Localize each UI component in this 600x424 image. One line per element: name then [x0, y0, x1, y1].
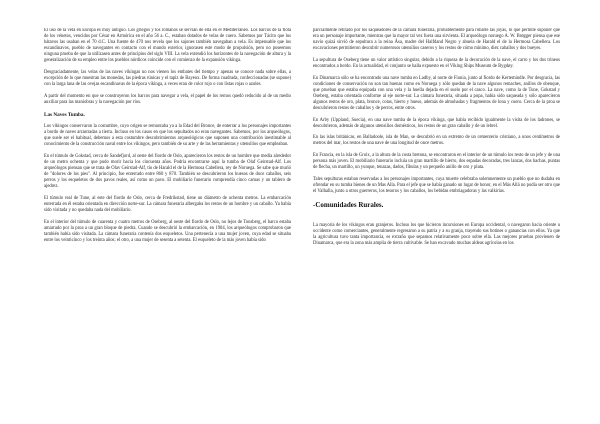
paragraph: En las islas británicas, en Balladoole, isla de Man, se descubrió en un extremo de un cementerio cristiano, a unos centímetros de metros del mar, los restos de una nave de una longitud de once metros. [313, 135, 560, 147]
paragraph: En Arby (Uppland, Suecia), en una nave tumba de la época vikinga, que había recibido igualmente la visita de los ladrones, se descubrieron, además de algunos utensilios domésticos, los restos de un gran caballo y de un lebrel. [313, 117, 560, 129]
right-column [313, 28, 560, 398]
paragraph: En Dinamarca sólo se ha encontrado una nave tumba en Ladby, al norte de Fionia, junto al fiordo de Kertemindle. Por desgracia, las condiciones de conservación no son tan buenas como en Noruega y sólo quedan de la nave algunos remaches, anillos de obenque, que prueban que estaba equipada con una vela y la huella dejada en el suelo por el casco. La nave, como la de Tune, Gokstad y Oseberg, estaba orientada conforme al eje norte-sur. La cámara funeraria, situada a popa, había sido saqueada y sólo aparecieron algunos restos de oro, plata, bronce, cotas, hierro y hueso, además de almohadas y fragmentos de lona y cuero. Cerca de la proa se descubrieron restos de caballos y de perros, entre otros. [313, 75, 560, 112]
paragraph: Tales sepulturas estaban reservadas a los personajes importantes, cuya muerte celebraba solemnemente un pueblo que no dudaba en ofrendar en su tumba bienes de un Mas Alla. Para el jefe que se había ganado un lugar de honor, en el Más Allá no podía ser otro que el Valhalla, junto a otros guerreros, los tesoros y los caballos, los bebidas embriagadoras y las valkirias. [313, 176, 560, 194]
section-title: -Comunidades Rurales. [313, 201, 384, 210]
paragraph: El uso de la vela en Europa es muy antiguo. Los griegos y los romanos se servían de ella en el Mediterráneo. Los barcos de la flota de los vénetos, vencidos por César en Armórica en el año 56 a. C., estaban dotados de velas de cuero. Sabemos por Tácito que los bátavos las usaban en el 70 d.C. Una fuente de 470 nos revela que los sajones también navegaban a vela. Es impensable que los escandinavos, pueblo de navegantes en contacto con el mundo exterior, ignorasen este modo de propulsión, pero no poseemos ninguna prueba de que la utilizasen antes de principios del siglo VIII. La vela extendió los horizontes de la navegación de altura y la generalización de su empleo entre los pueblos nórdicos coincide con el comienzo de la expansión vikinga. [44, 28, 291, 64]
paragraph: Los vikingos conservaron la costumbre, cuyo origen se remontaba ya a la Edad del Bronce, de enterrar a los personajes importantes a bordo de naves arrastradas a tierra. Incluso en los casos en que los sepultados no eran navegantes. Sabemos, por los arqueólogos, que suele ser el habitual, debemos a esta costumbre descubrimientos arqueológicos que suponen una contribución inestimable al conocimiento de la construcción naval entre los vikingos, pero también de su arte y de las herramientas y utensilios que empleaban. [44, 124, 291, 148]
paragraph: La sepultura de Oseberg tiene un valor artístico singular, debido a la riqueza de la decoración de la nave, el carro y los dos trineos encontrados a bordo. En la actualidad, el conjunto se halla expuesto en el Viking Ships Museum de Bygdøy. [313, 57, 560, 69]
paragraph: En el túmulo de Gokstad, cerca de Sandefjord, al oeste del fiordo de Oslo, aparecieron los restos de un hombre que medía alrededor de un metro ochenta y que pudo morir hacia los cincuenta años. Podría encontrarse aquí la tumba de Olaf Geirstad-Alf. Los arqueólogos piensan que se trata de Olav Geirstad-Alf, tío de Harald el de la Hermosa Cabellera, rey de Noruega. Se sabe que murió de "dolores de los pies". Al principio, fue enterrado entre 860 y 870. También se descubrieron los huesos de doce caballos, seis perros y los esqueletos de dos pavos reales, así como un pavo. El mobiliario funerario comprendía cinco camas y un tablero de ajedrez. [44, 153, 291, 190]
paragraph: En Francia, en la isla de Groix, a la altura de la costa bretona, se encontraron en el interior de un túmulo los resto de un jefe y de una persona más joven. El mobiliario funerario incluía un gran martillo de hierro, dos espadas decoradas, tres lanzas, dos hachas, puntas de flecha, un martillo, un yunque, tenazas, dados, fíbulas y un pequeño anillo de oro y plata. [313, 153, 560, 171]
left-column [44, 28, 291, 410]
paragraph: La mayoría de los vikingos eran granjeros. Incluso los que hicieron incursiones en Europa occidental, o navegaron hacia oriente u occidente como comerciantes, generalmente regresaron a su patria y a su granja, trayendo sus botines o ganancias con ellos. Ya que la agricultura tuvo tanta importancia, es extraño que sepamos relativamente poco sobre ella. Las mejores pruebas provienen de Dinamarca, que era la zona más amplia de tierra cultivable. Se han excavado muchas aldeas agrícolas en los [313, 223, 560, 247]
paragraph: En el interior del túmulo de cuarenta y cuatro metros de Oseberg, al oeste del fiordo de Oslo, no lejos de Tonsberg, el barco estaba amarrado por la proa a un gran bloque de piedra. Cuando se descubrió la embarcación, en 1904, los arqueólogos comprobaron que también había sido visitada. La cámara funeraria contenía dos esqueletos. Una pertenecía a una mujer joven, cuya edad se situaba entre los veinticinco y los treinta años; el otro, a una mujer de sesenta a setenta. El esqueleto de la más joven había sido [44, 219, 291, 244]
paragraph: parcialmente retirado por los saqueadores de la cámara funeraria, probablemente para robarle las joyas, lo que permite suponer que era un personaje importante, mientras que la mayor tal vez fuera una sirvienta. El arqueólogo noruego A. W. Brøgger piensa que ese navío quizá sirvió de sepultura a la reina Åsa, madre del Halfdand Negro y abuela de Harald el de la Hermosa Cabellera. Los excavaciones permitieron descubrir numerosos utensilios caseros y los restos de cómo mínimo, diez caballos y dos bueyes. [313, 28, 560, 52]
paragraph: A partir del momento en que se construyeron los barcos para navegar a vela, el papel de los remos quedó reducido al de un medio auxiliar para las maniobras y la navegación por ríos. [44, 93, 291, 105]
section-heading: Las Naves Tumba. [44, 111, 85, 118]
paragraph: El túmulo real de Tune, al este del fiordo de Oslo, cerca de Fredrikstad, tiene un diámetro de ochenta metros. La embarcación enterrada en él estaba orientada en dirección norte-sur. La cámara funeraria albergaba los restos de un hombre y un caballo. Ya había sido visitada y no quedaba nada del mobiliario. [44, 195, 291, 214]
paragraph: Desgraciadamente, las velas de las naves vikingas no nos vienen los embates del tiempo y apenas se conoce nada sobre ellas, a excepción de lo que muestran las monedas, las piedras rúnicas y el tapiz de Bayeux. De forma cuadrada, confeccionadas (se supone) con la larga lana de las ovejas escandinavas de la época vikinga, a veces eran de color rojo o con listas rojas o azules. [44, 70, 291, 88]
